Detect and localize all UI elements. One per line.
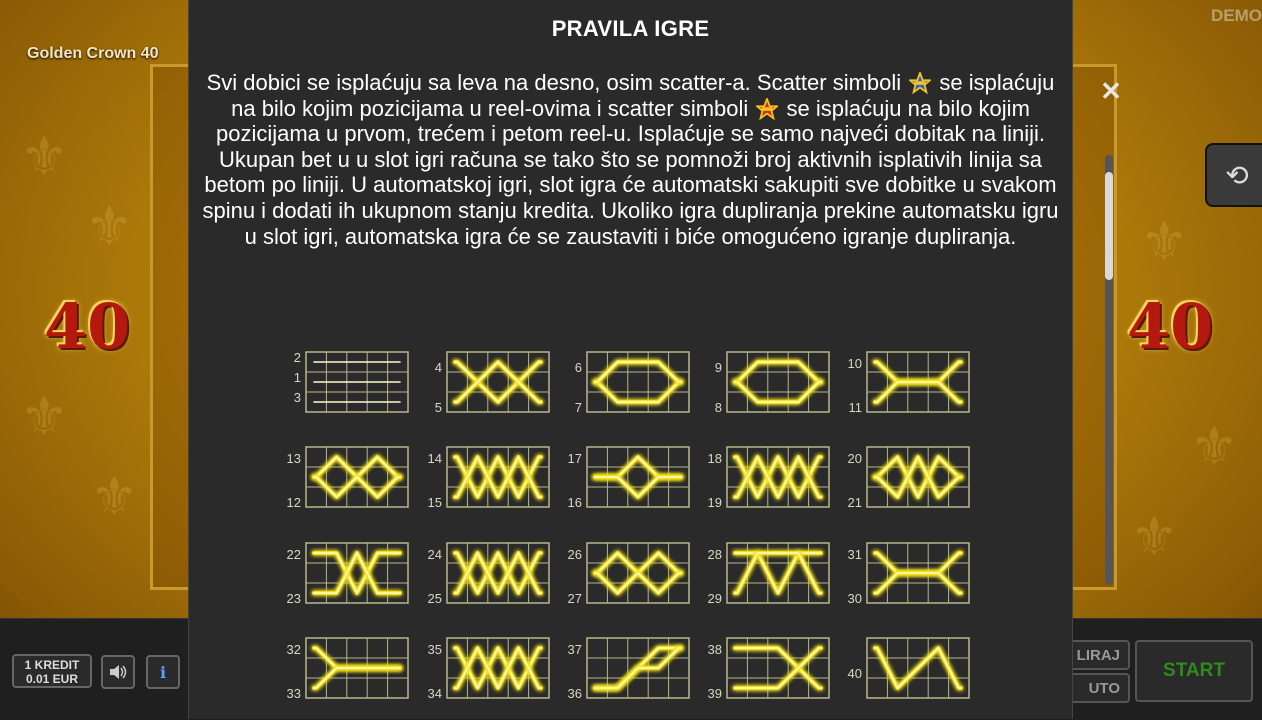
game-title: Golden Crown 40 [27,45,159,62]
payline-number-label: 24 [427,547,442,562]
payline-number-label: 37 [567,642,582,657]
payline-number-label: 12 [286,495,301,510]
payline-number-label: 4 [434,360,442,375]
credit-label: 1 KREDIT [24,658,80,672]
payline-diagram [428,447,549,510]
rules-text-part3: se isplaćuju na bilo kojim pozicijama u prvom, trećem i petom reel-u. Isplaćuje se samo najveći dobitak na liniji. Ukupan bet u u slot igri računa se tako što se pomnoži broj aktivnih isplativih linija sa betom po liniji. U automatskoj igri, slot igra će automatski sakupiti sve dobitke u svakom spinu i dodati ih ukupnom stanju kredita. Ukoliko igra dupliranja prekine automatsku igru u slot igri, automatska igra će se zaustaviti i biće omogućeno igranje dupliranja. [202,95,1059,249]
payline-number-label: 35 [427,642,442,657]
payline-number-label: 17 [567,451,582,466]
rules-scrollbar-thumb[interactable] [1105,172,1113,280]
payline-diagram [287,638,408,701]
payline-number-label: 25 [427,591,442,606]
gamble-button[interactable]: LIRAJ [1068,640,1130,670]
payline-number-label: 15 [427,495,442,510]
fleur-de-lis-icon: ⚜ [85,197,134,257]
payline-path-core [595,648,681,688]
payline-number-label: 32 [286,642,301,657]
payline-number-label: 28 [707,547,722,562]
game-rules-panel [188,0,1073,719]
fleur-de-lis-icon: ⚜ [20,387,69,447]
payline-number-label: 36 [567,686,582,701]
payline-number-label: 23 [286,591,301,606]
payline-number-label: 10 [847,356,862,371]
rules-title: PRAVILA IGRE [551,16,710,41]
payline-diagram [428,543,549,606]
auto-play-button[interactable]: UTO [1068,673,1130,703]
payline-diagram [568,447,689,510]
rules-text-part2: se isplaćuju na bilo kojim pozicijama u reel-ovima i scatter simboli [231,70,1055,121]
fleur-de-lis-icon: ⚜ [1140,212,1189,272]
payline-diagram [708,447,829,510]
payline-number-label: 21 [847,495,862,510]
payline-diagram [435,352,549,415]
payline-diagram [568,638,689,701]
lines-count-badge-left: 40 [44,290,131,363]
reel-frame-left [150,64,193,590]
payline-number-label: 33 [286,686,301,701]
payline-number-label: 19 [707,495,722,510]
payline-number-label: 30 [847,591,862,606]
fleur-de-lis-icon: ⚜ [20,127,69,187]
payline-diagram [848,447,969,510]
payline-diagram [708,638,829,701]
payline-diagram [848,352,969,415]
rules-text-part1: Svi dobici se isplaćuju sa leva na desno, osim scatter-a. Scatter simboli [206,70,902,95]
payline-number-label: 7 [574,400,582,415]
payline-number-label: 27 [567,591,582,606]
payline-number-label: 13 [286,451,301,466]
payline-diagram [294,350,408,412]
payline-number-label: 34 [427,686,442,701]
credit-value: 0.01 EUR [25,672,79,686]
payline-number-label: 2 [293,350,301,365]
payline-number-label: 9 [714,360,722,375]
payline-diagram [575,352,689,415]
payline-diagram [715,352,829,415]
payline-diagram [428,638,549,701]
payline-number-label: 29 [707,591,722,606]
speaker-icon [109,664,127,680]
payline-number-label: 31 [847,547,862,562]
payline-diagram [848,638,969,698]
payline-diagram [848,543,969,606]
payline-number-label: 20 [847,451,862,466]
close-rules-button[interactable] [1098,78,1124,104]
payline-diagram [568,543,689,606]
payline-number-label: 5 [434,400,442,415]
payline-number-label: 8 [714,400,722,415]
payline-number-label: 18 [707,451,722,466]
payline-diagram [287,543,408,606]
payline-number-label: 16 [567,495,582,510]
history-icon: ⟲ [1225,159,1249,191]
info-button[interactable] [146,655,180,689]
payline-diagram [708,543,829,606]
payline-number-label: 26 [567,547,582,562]
payline-number-label: 14 [427,451,442,466]
payline-diagram [287,447,408,510]
paylines-grid [189,0,1072,719]
payline-number-label: 22 [286,547,301,562]
payline-number-label: 3 [293,390,301,405]
credit-denomination-button[interactable] [12,654,92,688]
payline-number-label: 1 [293,370,301,385]
close-icon: ✕ [1100,76,1122,106]
payline-number-label: 11 [848,400,862,415]
sound-button[interactable] [101,655,135,689]
payline-number-label: 39 [707,686,722,701]
payline-number-label: 40 [847,666,862,681]
info-icon: i [159,662,167,682]
fleur-de-lis-icon: ⚜ [1190,417,1239,477]
fleur-de-lis-icon: ⚜ [1130,507,1179,567]
history-button[interactable] [1205,143,1262,207]
lines-count-badge-right: 40 [1127,290,1214,363]
payline-number-label: 6 [574,360,582,375]
start-button[interactable]: START [1135,640,1253,702]
demo-label: DEMO [1211,6,1262,25]
payline-number-label: 38 [707,642,722,657]
fleur-de-lis-icon: ⚜ [90,467,139,527]
